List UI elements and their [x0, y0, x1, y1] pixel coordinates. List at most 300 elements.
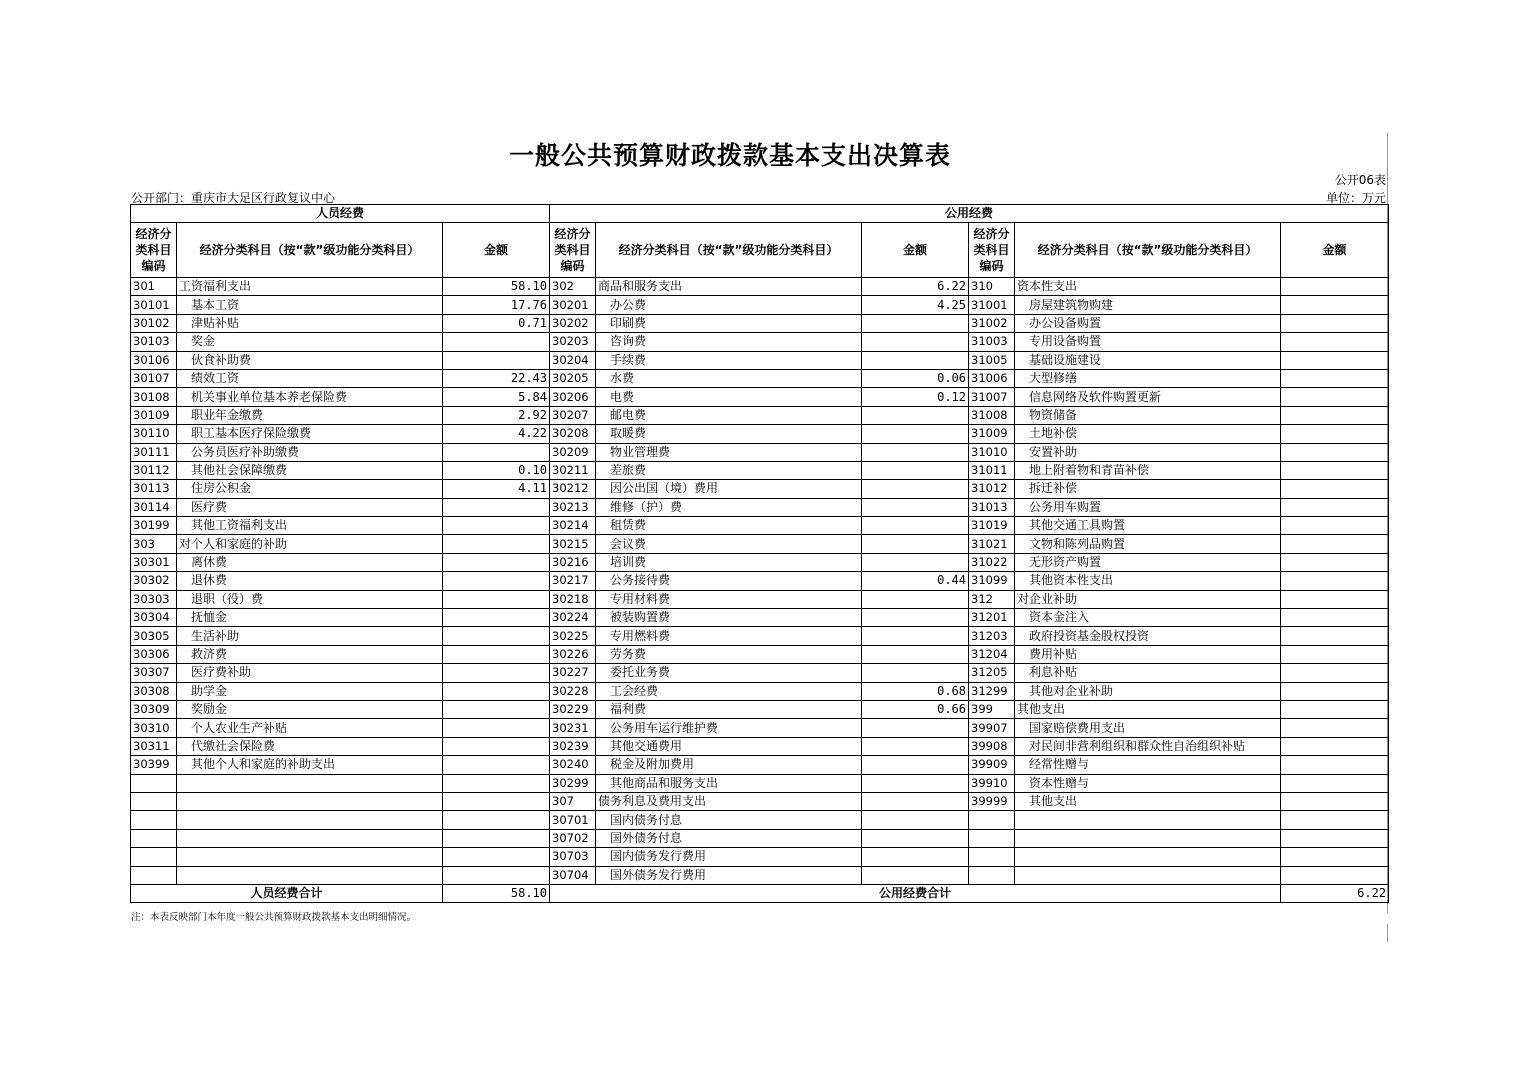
item-code — [131, 774, 177, 792]
table-row — [131, 627, 1389, 645]
item-code: 30101 — [131, 296, 177, 314]
item-code: 39908 — [969, 737, 1015, 755]
item-code: 30205 — [550, 369, 596, 387]
header-name: 经济分类科目（按“款”级功能分类科目） — [596, 223, 862, 278]
item-amount: 6.22 — [862, 278, 969, 296]
item-name: 资本性支出 — [1015, 278, 1281, 296]
item-amount — [862, 553, 969, 571]
item-name: 会议费 — [596, 535, 862, 553]
item-amount: 0.68 — [862, 682, 969, 700]
item-amount — [862, 590, 969, 608]
item-name: 基本工资 — [177, 296, 443, 314]
item-name: 国内债务付息 — [596, 811, 862, 829]
item-amount — [862, 829, 969, 847]
item-amount — [862, 645, 969, 663]
item-amount — [1281, 756, 1389, 774]
item-amount — [443, 609, 550, 627]
item-amount — [1281, 811, 1389, 829]
item-code: 31013 — [969, 498, 1015, 516]
item-name: 其他支出 — [1015, 700, 1281, 718]
item-code: 30399 — [131, 756, 177, 774]
item-code: 31008 — [969, 406, 1015, 424]
item-amount: 0.06 — [862, 369, 969, 387]
item-code: 30227 — [550, 664, 596, 682]
item-code: 39910 — [969, 774, 1015, 792]
item-name: 绩效工资 — [177, 369, 443, 387]
expenditure-table — [130, 204, 1389, 903]
item-name: 房屋建筑物购建 — [1015, 296, 1281, 314]
item-amount — [443, 811, 550, 829]
item-name — [1015, 811, 1281, 829]
item-code: 30111 — [131, 443, 177, 461]
item-code: 31003 — [969, 333, 1015, 351]
item-name: 地上附着物和青苗补偿 — [1015, 461, 1281, 479]
header-amount: 金额 — [862, 223, 969, 278]
item-name: 被装购置费 — [596, 609, 862, 627]
item-name: 物业管理费 — [596, 443, 862, 461]
item-amount — [1281, 351, 1389, 369]
item-name: 工会经费 — [596, 682, 862, 700]
table-row — [131, 664, 1389, 682]
header-name: 经济分类科目（按“款”级功能分类科目） — [177, 223, 443, 278]
item-code — [131, 792, 177, 810]
table-row — [131, 756, 1389, 774]
item-amount — [443, 719, 550, 737]
item-name: 奖励金 — [177, 700, 443, 718]
item-name: 职业年金缴费 — [177, 406, 443, 424]
item-name: 离休费 — [177, 553, 443, 571]
item-code: 31009 — [969, 425, 1015, 443]
header-code: 经济分类科目编码 — [131, 223, 177, 278]
item-code: 30206 — [550, 388, 596, 406]
item-amount — [1281, 829, 1389, 847]
item-code: 30106 — [131, 351, 177, 369]
table-row — [131, 369, 1389, 387]
item-code: 30216 — [550, 553, 596, 571]
item-name: 个人农业生产补贴 — [177, 719, 443, 737]
table-row — [131, 682, 1389, 700]
table-row — [131, 388, 1389, 406]
item-amount — [443, 553, 550, 571]
item-name: 医疗费 — [177, 498, 443, 516]
item-name: 费用补贴 — [1015, 645, 1281, 663]
item-amount — [862, 811, 969, 829]
item-name: 无形资产购置 — [1015, 553, 1281, 571]
item-amount — [1281, 406, 1389, 424]
item-code: 31204 — [969, 645, 1015, 663]
item-name: 大型修缮 — [1015, 369, 1281, 387]
item-code: 30102 — [131, 314, 177, 332]
item-amount — [1281, 425, 1389, 443]
item-name: 职工基本医疗保险缴费 — [177, 425, 443, 443]
item-code: 31012 — [969, 480, 1015, 498]
item-name — [177, 848, 443, 866]
item-amount — [1281, 792, 1389, 810]
item-amount — [443, 333, 550, 351]
column-header-row — [131, 223, 1389, 278]
unit-label: 单位：万元 — [1325, 191, 1386, 205]
item-name: 资本金注入 — [1015, 609, 1281, 627]
item-name: 伙食补助费 — [177, 351, 443, 369]
item-amount — [1281, 498, 1389, 516]
item-amount — [1281, 627, 1389, 645]
item-code: 30109 — [131, 406, 177, 424]
item-name — [177, 792, 443, 810]
item-name: 文物和陈列品购置 — [1015, 535, 1281, 553]
item-code: 30311 — [131, 737, 177, 755]
item-name: 福利费 — [596, 700, 862, 718]
item-amount — [862, 627, 969, 645]
item-amount — [1281, 590, 1389, 608]
item-amount — [862, 480, 969, 498]
item-amount — [443, 848, 550, 866]
item-name: 专用设备购置 — [1015, 333, 1281, 351]
item-name: 其他工资福利支出 — [177, 517, 443, 535]
item-code: 30113 — [131, 480, 177, 498]
item-amount: 0.10 — [443, 461, 550, 479]
item-code: 30213 — [550, 498, 596, 516]
item-code: 30305 — [131, 627, 177, 645]
item-name — [177, 774, 443, 792]
item-amount: 5.84 — [443, 388, 550, 406]
item-code: 30103 — [131, 333, 177, 351]
item-amount — [1281, 296, 1389, 314]
item-amount: 0.44 — [862, 572, 969, 590]
item-amount — [443, 645, 550, 663]
item-name: 生活补助 — [177, 627, 443, 645]
item-name: 其他个人和家庭的补助支出 — [177, 756, 443, 774]
item-amount — [1281, 443, 1389, 461]
table-row — [131, 517, 1389, 535]
item-name: 公务员医疗补助缴费 — [177, 443, 443, 461]
item-name: 其他支出 — [1015, 792, 1281, 810]
item-code: 30304 — [131, 609, 177, 627]
item-amount — [1281, 369, 1389, 387]
item-code: 31022 — [969, 553, 1015, 571]
table-row — [131, 811, 1389, 829]
item-amount — [1281, 737, 1389, 755]
table-row — [131, 278, 1389, 296]
item-code: 30306 — [131, 645, 177, 663]
item-name: 对企业补助 — [1015, 590, 1281, 608]
item-code: 39907 — [969, 719, 1015, 737]
item-code: 30301 — [131, 553, 177, 571]
item-code: 31299 — [969, 682, 1015, 700]
item-amount — [862, 443, 969, 461]
item-code: 30703 — [550, 848, 596, 866]
item-name: 工资福利支出 — [177, 278, 443, 296]
item-amount: 0.12 — [862, 388, 969, 406]
item-name: 其他资本性支出 — [1015, 572, 1281, 590]
item-code — [969, 848, 1015, 866]
item-name: 培训费 — [596, 553, 862, 571]
item-amount — [1281, 682, 1389, 700]
item-code: 31002 — [969, 314, 1015, 332]
item-name: 劳务费 — [596, 645, 862, 663]
item-code: 30108 — [131, 388, 177, 406]
item-amount — [443, 443, 550, 461]
item-name: 邮电费 — [596, 406, 862, 424]
table-row — [131, 351, 1389, 369]
table-row — [131, 774, 1389, 792]
item-amount — [1281, 774, 1389, 792]
header-amount: 金额 — [443, 223, 550, 278]
item-name: 咨询费 — [596, 333, 862, 351]
item-amount — [1281, 535, 1389, 553]
item-amount: 58.10 — [443, 278, 550, 296]
item-code: 310 — [969, 278, 1015, 296]
item-code: 301 — [131, 278, 177, 296]
item-name: 专用燃料费 — [596, 627, 862, 645]
item-amount — [862, 609, 969, 627]
item-code: 30299 — [550, 774, 596, 792]
item-amount — [1281, 517, 1389, 535]
item-code — [131, 829, 177, 847]
item-code — [969, 866, 1015, 884]
item-code — [131, 848, 177, 866]
item-name: 对个人和家庭的补助 — [177, 535, 443, 553]
item-name: 基础设施建设 — [1015, 351, 1281, 369]
item-name: 政府投资基金股权投资 — [1015, 627, 1281, 645]
item-name: 债务利息及费用支出 — [596, 792, 862, 810]
item-amount — [1281, 314, 1389, 332]
table-row — [131, 553, 1389, 571]
item-amount — [1281, 719, 1389, 737]
table-row — [131, 535, 1389, 553]
item-amount — [443, 792, 550, 810]
item-name — [1015, 866, 1281, 884]
item-amount — [443, 627, 550, 645]
item-code: 30228 — [550, 682, 596, 700]
item-code: 31010 — [969, 443, 1015, 461]
item-amount — [1281, 333, 1389, 351]
item-name: 经常性赠与 — [1015, 756, 1281, 774]
item-amount — [862, 351, 969, 369]
item-amount — [862, 425, 969, 443]
item-code: 30212 — [550, 480, 596, 498]
item-amount — [1281, 553, 1389, 571]
item-amount — [443, 756, 550, 774]
item-code: 30303 — [131, 590, 177, 608]
item-name: 土地补偿 — [1015, 425, 1281, 443]
table-row — [131, 443, 1389, 461]
item-code: 30701 — [550, 811, 596, 829]
item-name — [1015, 829, 1281, 847]
item-amount — [1281, 848, 1389, 866]
table-row — [131, 700, 1389, 718]
item-amount — [443, 700, 550, 718]
item-code: 30204 — [550, 351, 596, 369]
table-row — [131, 792, 1389, 810]
item-code: 303 — [131, 535, 177, 553]
item-amount — [443, 774, 550, 792]
item-amount: 0.66 — [862, 700, 969, 718]
item-name: 因公出国（境）费用 — [596, 480, 862, 498]
form-number: 公开06表 — [1334, 173, 1386, 187]
item-code: 30110 — [131, 425, 177, 443]
item-name — [177, 811, 443, 829]
item-code: 30112 — [131, 461, 177, 479]
table-row — [131, 406, 1389, 424]
item-amount — [862, 517, 969, 535]
item-name: 安置补助 — [1015, 443, 1281, 461]
item-amount: 4.11 — [443, 480, 550, 498]
item-code: 30215 — [550, 535, 596, 553]
item-name: 税金及附加费用 — [596, 756, 862, 774]
item-amount — [862, 774, 969, 792]
item-code: 30309 — [131, 700, 177, 718]
item-name: 退职（役）费 — [177, 590, 443, 608]
header-code: 经济分类科目编码 — [969, 223, 1015, 278]
item-name: 物资储备 — [1015, 406, 1281, 424]
item-amount — [443, 572, 550, 590]
item-name: 维修（护）费 — [596, 498, 862, 516]
table-row — [131, 480, 1389, 498]
item-name: 其他对企业补助 — [1015, 682, 1281, 700]
item-name: 其他商品和服务支出 — [596, 774, 862, 792]
item-amount — [1281, 480, 1389, 498]
item-code: 31001 — [969, 296, 1015, 314]
item-name: 公务用车运行维护费 — [596, 719, 862, 737]
table-row — [131, 829, 1389, 847]
item-code: 31201 — [969, 609, 1015, 627]
item-name: 商品和服务支出 — [596, 278, 862, 296]
item-code: 30208 — [550, 425, 596, 443]
item-name: 电费 — [596, 388, 862, 406]
section-public: 公用经费 — [550, 205, 1389, 223]
item-code: 312 — [969, 590, 1015, 608]
item-name: 国外债务发行费用 — [596, 866, 862, 884]
table-row — [131, 498, 1389, 516]
table-row — [131, 425, 1389, 443]
item-amount — [862, 498, 969, 516]
item-name: 津贴补贴 — [177, 314, 443, 332]
item-name: 办公费 — [596, 296, 862, 314]
item-name: 国家赔偿费用支出 — [1015, 719, 1281, 737]
page-title: 一般公共预算财政拨款基本支出决算表 — [508, 141, 951, 170]
item-code: 30704 — [550, 866, 596, 884]
footnote: 注：本表反映部门本年度一般公共预算财政拨款基本支出明细情况。 — [131, 912, 417, 923]
item-code: 30107 — [131, 369, 177, 387]
table-row — [131, 296, 1389, 314]
item-amount — [443, 866, 550, 884]
item-code: 30310 — [131, 719, 177, 737]
item-name: 公务接待费 — [596, 572, 862, 590]
item-name: 国内债务发行费用 — [596, 848, 862, 866]
item-name: 代缴社会保险费 — [177, 737, 443, 755]
item-amount — [443, 535, 550, 553]
item-name: 资本性赠与 — [1015, 774, 1281, 792]
item-amount — [1281, 388, 1389, 406]
item-name: 公务用车购置 — [1015, 498, 1281, 516]
item-name: 抚恤金 — [177, 609, 443, 627]
item-code: 31007 — [969, 388, 1015, 406]
item-name: 差旅费 — [596, 461, 862, 479]
section-personnel: 人员经费 — [131, 205, 550, 223]
item-code: 31021 — [969, 535, 1015, 553]
item-name — [177, 829, 443, 847]
item-code: 30199 — [131, 517, 177, 535]
item-amount: 4.22 — [443, 425, 550, 443]
item-code: 30702 — [550, 829, 596, 847]
item-code: 30229 — [550, 700, 596, 718]
item-code: 31011 — [969, 461, 1015, 479]
item-code: 30202 — [550, 314, 596, 332]
item-name: 奖金 — [177, 333, 443, 351]
item-code: 30218 — [550, 590, 596, 608]
item-name: 助学金 — [177, 682, 443, 700]
item-code: 30307 — [131, 664, 177, 682]
item-amount: 17.76 — [443, 296, 550, 314]
item-code: 39999 — [969, 792, 1015, 810]
item-code: 30214 — [550, 517, 596, 535]
item-code: 31099 — [969, 572, 1015, 590]
item-name: 拆迁补偿 — [1015, 480, 1281, 498]
item-code: 30224 — [550, 609, 596, 627]
item-name: 印刷费 — [596, 314, 862, 332]
item-amount — [443, 498, 550, 516]
department-label: 公开部门：重庆市大足区行政复议中心 — [131, 191, 336, 205]
table-row — [131, 737, 1389, 755]
item-code: 302 — [550, 278, 596, 296]
item-name: 住房公积金 — [177, 480, 443, 498]
public-total-label: 公用经费合计 — [550, 884, 1281, 902]
table-row — [131, 645, 1389, 663]
item-code: 30240 — [550, 756, 596, 774]
personnel-total-value: 58.10 — [443, 884, 550, 902]
item-amount — [443, 737, 550, 755]
item-amount — [1281, 700, 1389, 718]
header-name: 经济分类科目（按“款”级功能分类科目） — [1015, 223, 1281, 278]
item-name: 取暖费 — [596, 425, 862, 443]
table-row — [131, 719, 1389, 737]
item-code: 39909 — [969, 756, 1015, 774]
item-amount — [443, 829, 550, 847]
item-amount: 22.43 — [443, 369, 550, 387]
item-amount — [862, 333, 969, 351]
item-code: 30226 — [550, 645, 596, 663]
item-code: 30207 — [550, 406, 596, 424]
item-name: 租赁费 — [596, 517, 862, 535]
table-row — [131, 314, 1389, 332]
item-amount — [1281, 645, 1389, 663]
item-name: 救济费 — [177, 645, 443, 663]
item-name: 国外债务付息 — [596, 829, 862, 847]
item-amount — [862, 461, 969, 479]
item-amount — [862, 866, 969, 884]
section-header-row — [131, 205, 1389, 223]
item-name — [1015, 848, 1281, 866]
item-amount — [862, 848, 969, 866]
item-code — [131, 811, 177, 829]
table-row — [131, 461, 1389, 479]
item-amount — [862, 406, 969, 424]
item-name: 其他社会保障缴费 — [177, 461, 443, 479]
item-amount — [1281, 866, 1389, 884]
item-code — [131, 866, 177, 884]
totals-row — [131, 884, 1389, 902]
table-row — [131, 866, 1389, 884]
item-amount — [1281, 278, 1389, 296]
item-name: 对民间非营利组织和群众性自治组织补贴 — [1015, 737, 1281, 755]
item-amount — [862, 314, 969, 332]
item-amount — [443, 517, 550, 535]
page-border-line-tail — [1387, 924, 1388, 942]
item-amount — [443, 682, 550, 700]
item-code: 399 — [969, 700, 1015, 718]
item-code: 30239 — [550, 737, 596, 755]
item-code: 30225 — [550, 627, 596, 645]
